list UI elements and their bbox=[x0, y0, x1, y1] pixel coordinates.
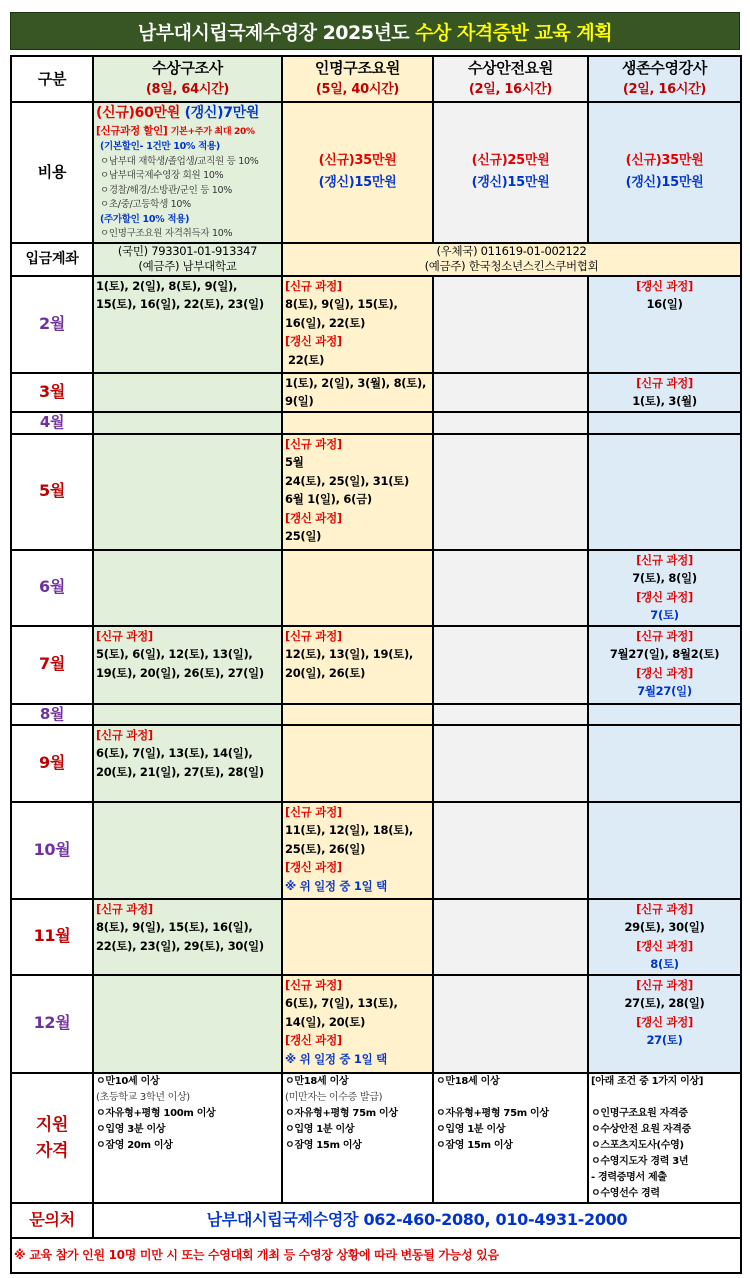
schedule-cell bbox=[282, 434, 433, 550]
schedule-cell bbox=[93, 550, 282, 626]
cost-label: 비용 bbox=[11, 102, 93, 243]
dates: 15(토), 16(일), 22(토), 23(일) bbox=[96, 297, 264, 311]
renew-course-tag: [갱신 과정] bbox=[636, 278, 693, 293]
cost-new: (신규)35만원 bbox=[318, 153, 397, 169]
renew-course-tag: [갱신 과정] bbox=[636, 589, 693, 604]
dates: 7월27(일) bbox=[637, 684, 692, 698]
renew-course-tag: [갱신 과정] bbox=[285, 1033, 342, 1047]
month-row-jul bbox=[11, 626, 741, 704]
column-duration: (5일, 40시간) bbox=[315, 82, 400, 97]
month-row-jun bbox=[11, 550, 741, 626]
month-row-feb bbox=[11, 276, 741, 373]
schedule-cell bbox=[433, 276, 588, 373]
column-duration: (8일, 64시간) bbox=[145, 82, 230, 97]
contact-row bbox=[11, 1203, 741, 1238]
schedule-cell bbox=[433, 373, 588, 412]
requirement: ㅇ수상안전 요원 자격증 bbox=[591, 1123, 691, 1135]
label-line: 자격 bbox=[35, 1140, 69, 1161]
schedule-cell bbox=[93, 412, 282, 434]
dates: 7(토), 8(일) bbox=[632, 571, 697, 585]
new-course-tag: [신규 과정] bbox=[285, 436, 342, 451]
extra-discount-title: (주가할인 10% 적용) bbox=[100, 213, 190, 225]
dates: 6(토), 7(일), 13(토), bbox=[285, 996, 398, 1010]
requirement: ㅇ수영지도자 경력 3년 bbox=[591, 1155, 689, 1167]
month-label: 9월 bbox=[11, 725, 93, 802]
cost-col2 bbox=[282, 102, 433, 243]
requirement: ㅇ자유형+평형 75m 이상 bbox=[436, 1107, 549, 1119]
month-row-sep bbox=[11, 725, 741, 802]
cost-new: (신규)60만원 bbox=[96, 105, 180, 121]
requirement: - 경력증명서 제출 bbox=[591, 1171, 667, 1183]
cost-col4 bbox=[588, 102, 741, 243]
requirement: ㅇ잠영 20m 이상 bbox=[96, 1139, 173, 1151]
extra-item: ㅇ인명구조요원 자격취득자 10% bbox=[100, 228, 233, 239]
schedule-cell bbox=[433, 704, 588, 725]
discount-max: 기본+주가 최대 20% bbox=[170, 127, 255, 137]
requirement: (미만자는 이수증 발급) bbox=[285, 1091, 383, 1103]
month-label: 7월 bbox=[11, 626, 93, 704]
column-name: 생존수영강사 bbox=[621, 59, 708, 77]
header-col-survival bbox=[588, 56, 741, 102]
schedule-cell bbox=[433, 725, 588, 802]
dates: 8(토), 9(일), 15(토), 16(일), bbox=[96, 920, 253, 934]
dates: 6(토), 7(일), 13(토), 14(일), bbox=[96, 746, 253, 760]
account-label: 입금계좌 bbox=[11, 243, 93, 276]
schedule-cell bbox=[282, 626, 433, 704]
footnote-row bbox=[11, 1238, 741, 1273]
new-course-tag: [신규 과정] bbox=[285, 804, 342, 819]
schedule-cell bbox=[282, 412, 433, 434]
dates: 8(토) bbox=[650, 957, 679, 971]
dates: 1(토), 2(일), 8(토), 9(일), bbox=[96, 278, 238, 293]
dates: 22(토) bbox=[288, 352, 325, 367]
requirement: ㅇ수영선수 경력 bbox=[591, 1187, 660, 1199]
dates: 12(토), 13(일), 19(토), bbox=[285, 647, 413, 661]
new-course-tag: [신규 과정] bbox=[636, 628, 693, 643]
dates: 19(토), 20(일), 26(토), 27(일) bbox=[96, 665, 264, 680]
new-course-tag: [신규 과정] bbox=[636, 901, 693, 916]
label-line: 지원 bbox=[35, 1114, 69, 1135]
page-title bbox=[10, 12, 740, 50]
dates: 27(토) bbox=[646, 1033, 683, 1047]
column-name: 수상안전요원 bbox=[467, 59, 554, 77]
schedule-cell bbox=[93, 434, 282, 550]
requirement: ㅇ잠영 15m 이상 bbox=[285, 1139, 362, 1151]
dates: 25(토), 26(일) bbox=[285, 841, 366, 856]
schedule-cell bbox=[588, 276, 741, 373]
spacer bbox=[436, 1090, 587, 1106]
basic-item: ㅇ초/중/고등학생 10% bbox=[100, 199, 191, 210]
cost-col3 bbox=[433, 102, 588, 243]
schedule-cell bbox=[433, 550, 588, 626]
account-row bbox=[11, 243, 741, 276]
requirement: ㅇ만18세 이상 bbox=[285, 1075, 349, 1087]
renew-course-tag: [갱신 과정] bbox=[285, 334, 342, 348]
account-number: (우체국) 011619-01-002122 bbox=[436, 244, 587, 258]
cost-col1 bbox=[93, 102, 282, 243]
dates: 5(토), 6(일), 12(토), 13(일), bbox=[96, 647, 253, 661]
schedule-cell bbox=[588, 725, 741, 802]
schedule-cell bbox=[433, 434, 588, 550]
schedule-cell bbox=[282, 975, 433, 1073]
dates: 7(토) bbox=[650, 608, 679, 622]
renew-course-tag: [갱신 과정] bbox=[636, 938, 693, 953]
renew-course-tag: [갱신 과정] bbox=[636, 665, 693, 680]
pick-one-note: ※ 위 일정 중 1일 택 bbox=[285, 878, 387, 893]
new-course-tag: [신규 과정] bbox=[285, 977, 342, 992]
requirement: ㅇ자유형+평형 75m 이상 bbox=[285, 1107, 398, 1119]
requirement: [아래 조건 중 1가지 이상] bbox=[591, 1075, 704, 1087]
schedule-cell bbox=[282, 373, 433, 412]
requirement: ㅇ입영 3분 이상 bbox=[96, 1123, 166, 1135]
column-duration: (2일, 16시간) bbox=[468, 82, 553, 97]
footnote: ※ 교육 참가 인원 10명 미만 시 또는 수영대회 개최 등 수영장 상황에 따라 변동될 가능성 있음 bbox=[11, 1238, 741, 1273]
dates: 1(토), 2(일), 3(월), 8(토), bbox=[285, 375, 427, 390]
month-label: 5월 bbox=[11, 434, 93, 550]
schedule-cell bbox=[93, 899, 282, 975]
account-holder: (예금주) 한국청소년스킨스쿠버협회 bbox=[424, 259, 599, 273]
schedule-cell bbox=[433, 899, 588, 975]
requirement: ㅇ만18세 이상 bbox=[436, 1075, 500, 1087]
schedule-cell bbox=[93, 725, 282, 802]
column-name: 인명구조요원 bbox=[314, 59, 401, 77]
requirements-label bbox=[11, 1073, 93, 1203]
cost-renew: (갱신)7만원 bbox=[184, 105, 260, 121]
schedule-cell bbox=[93, 626, 282, 704]
dates: 5월 bbox=[285, 455, 304, 469]
month-label: 8월 bbox=[11, 704, 93, 725]
schedule-cell bbox=[588, 412, 741, 434]
schedule-table bbox=[10, 55, 742, 1274]
header-label: 구분 bbox=[11, 56, 93, 102]
account-col1 bbox=[93, 243, 282, 276]
dates: 20(토), 21(일), 27(토), 28(일) bbox=[96, 764, 264, 779]
dates: 25(일) bbox=[285, 529, 322, 543]
requirement: (초등학교 3학년 이상) bbox=[96, 1091, 190, 1103]
month-label: 11월 bbox=[11, 899, 93, 975]
header-col-rescuer bbox=[282, 56, 433, 102]
schedule-cell bbox=[588, 802, 741, 899]
dates: 14(일), 20(토) bbox=[285, 1014, 366, 1029]
schedule-cell bbox=[93, 802, 282, 899]
dates: 8(토), 9(일), 15(토), bbox=[285, 297, 398, 311]
dates: 20(일), 26(토) bbox=[285, 665, 366, 680]
dates: 27(토), 28(일) bbox=[624, 996, 705, 1010]
cost-renew: (갱신)15만원 bbox=[318, 175, 397, 191]
schedule-cell bbox=[588, 975, 741, 1073]
month-row-may bbox=[11, 434, 741, 550]
schedule-cell bbox=[282, 550, 433, 626]
month-label: 3월 bbox=[11, 373, 93, 412]
new-course-tag: [신규 과정] bbox=[285, 278, 342, 293]
title-main: 남부대시립국제수영장 2025년도 bbox=[137, 21, 410, 44]
month-row-aug bbox=[11, 704, 741, 725]
new-course-tag: [신규 과정] bbox=[96, 628, 153, 643]
new-course-tag: [신규 과정] bbox=[96, 727, 153, 742]
schedule-cell bbox=[282, 802, 433, 899]
month-label: 10월 bbox=[11, 802, 93, 899]
requirements-col3 bbox=[433, 1073, 588, 1203]
month-row-mar bbox=[11, 373, 741, 412]
title-highlight: 수상 자격증반 교육 계획 bbox=[415, 21, 613, 44]
dates: 22(토), 23(일), 29(토), 30(일) bbox=[96, 938, 264, 953]
month-row-nov bbox=[11, 899, 741, 975]
account-col234 bbox=[282, 243, 741, 276]
schedule-cell bbox=[93, 704, 282, 725]
column-duration: (2일, 16시간) bbox=[622, 82, 707, 97]
cost-renew: (갱신)15만원 bbox=[471, 175, 550, 191]
basic-item: ㅇ남부대국제수영장 회원 10% bbox=[100, 170, 224, 181]
schedule-cell bbox=[433, 802, 588, 899]
schedule-cell bbox=[433, 975, 588, 1073]
dates: 16(일), 22(토) bbox=[285, 315, 366, 330]
requirement: ㅇ자유형+평형 100m 이상 bbox=[96, 1107, 216, 1119]
header-row bbox=[11, 56, 741, 102]
cost-renew: (갱신)15만원 bbox=[625, 175, 704, 191]
month-row-apr bbox=[11, 412, 741, 434]
contact-value: 남부대시립국제수영장 062-460-2080, 010-4931-2000 bbox=[93, 1203, 741, 1238]
discount-title: [신규과정 할인] bbox=[96, 125, 168, 137]
schedule-cell bbox=[588, 704, 741, 725]
requirement: ㅇ스포츠지도사(수영) bbox=[591, 1139, 684, 1151]
dates: 6월 1(일), 6(금) bbox=[285, 492, 372, 506]
new-course-tag: [신규 과정] bbox=[285, 628, 342, 643]
new-course-tag: [신규 과정] bbox=[636, 552, 693, 567]
basic-discount-title: (기본할인- 1건만 10% 적용) bbox=[100, 141, 220, 152]
schedule-cell bbox=[282, 704, 433, 725]
basic-item: ㅇ경찰/해경/소방관/군인 등 10% bbox=[100, 184, 233, 196]
schedule-cell bbox=[93, 373, 282, 412]
requirement: ㅇ잠영 15m 이상 bbox=[436, 1139, 513, 1151]
requirements-row bbox=[11, 1073, 741, 1203]
spacer bbox=[591, 1090, 740, 1106]
dates: 9(일) bbox=[285, 394, 314, 408]
header-col-lifeguard bbox=[93, 56, 282, 102]
column-name: 수상구조사 bbox=[152, 59, 223, 77]
schedule-cell bbox=[93, 975, 282, 1073]
month-label: 2월 bbox=[11, 276, 93, 373]
requirement: ㅇ입영 1분 이상 bbox=[436, 1123, 506, 1135]
schedule-cell bbox=[282, 725, 433, 802]
schedule-cell bbox=[282, 899, 433, 975]
dates: 1(토), 3(월) bbox=[632, 394, 697, 408]
requirements-col4 bbox=[588, 1073, 741, 1203]
schedule-cell bbox=[93, 276, 282, 373]
month-row-dec bbox=[11, 975, 741, 1073]
requirement: ㅇ입영 1분 이상 bbox=[285, 1123, 355, 1135]
dates: 29(토), 30(일) bbox=[624, 920, 705, 934]
header-col-safety bbox=[433, 56, 588, 102]
schedule-cell bbox=[588, 626, 741, 704]
new-course-tag: [신규 과정] bbox=[96, 901, 153, 916]
month-row-oct bbox=[11, 802, 741, 899]
requirement: ㅇ만10세 이상 bbox=[96, 1075, 160, 1087]
schedule-cell bbox=[433, 626, 588, 704]
schedule-cell bbox=[433, 412, 588, 434]
renew-course-tag: [갱신 과정] bbox=[636, 1014, 693, 1029]
requirements-col2 bbox=[282, 1073, 433, 1203]
schedule-cell bbox=[588, 899, 741, 975]
basic-item: ㅇ남부대 재학생/졸업생/교직원 등 10% bbox=[100, 155, 259, 167]
dates: 7월27(일), 8월2(토) bbox=[609, 647, 720, 661]
account-number: (국민) 793301-01-913347 bbox=[117, 244, 258, 258]
new-course-tag: [신규 과정] bbox=[636, 375, 693, 390]
cost-new: (신규)35만원 bbox=[625, 153, 704, 169]
dates: 11(토), 12(일), 18(토), bbox=[285, 823, 413, 837]
dates: 24(토), 25(일), 31(토) bbox=[285, 473, 409, 488]
schedule-cell bbox=[588, 434, 741, 550]
renew-course-tag: [갱신 과정] bbox=[285, 510, 342, 525]
requirement: ㅇ인명구조요원 자격증 bbox=[591, 1107, 688, 1119]
schedule-cell bbox=[282, 276, 433, 373]
month-label: 6월 bbox=[11, 550, 93, 626]
month-label: 12월 bbox=[11, 975, 93, 1073]
month-label: 4월 bbox=[11, 412, 93, 434]
contact-label: 문의처 bbox=[11, 1203, 93, 1238]
new-course-tag: [신규 과정] bbox=[636, 977, 693, 992]
schedule-cell bbox=[588, 373, 741, 412]
requirements-col1 bbox=[93, 1073, 282, 1203]
pick-one-note: ※ 위 일정 중 1일 택 bbox=[285, 1051, 387, 1066]
cost-row bbox=[11, 102, 741, 243]
account-holder: (예금주) 남부대학교 bbox=[138, 259, 237, 273]
schedule-cell bbox=[588, 550, 741, 626]
cost-new: (신규)25만원 bbox=[471, 153, 550, 169]
renew-course-tag: [갱신 과정] bbox=[285, 860, 342, 874]
dates: 16(일) bbox=[646, 297, 683, 311]
